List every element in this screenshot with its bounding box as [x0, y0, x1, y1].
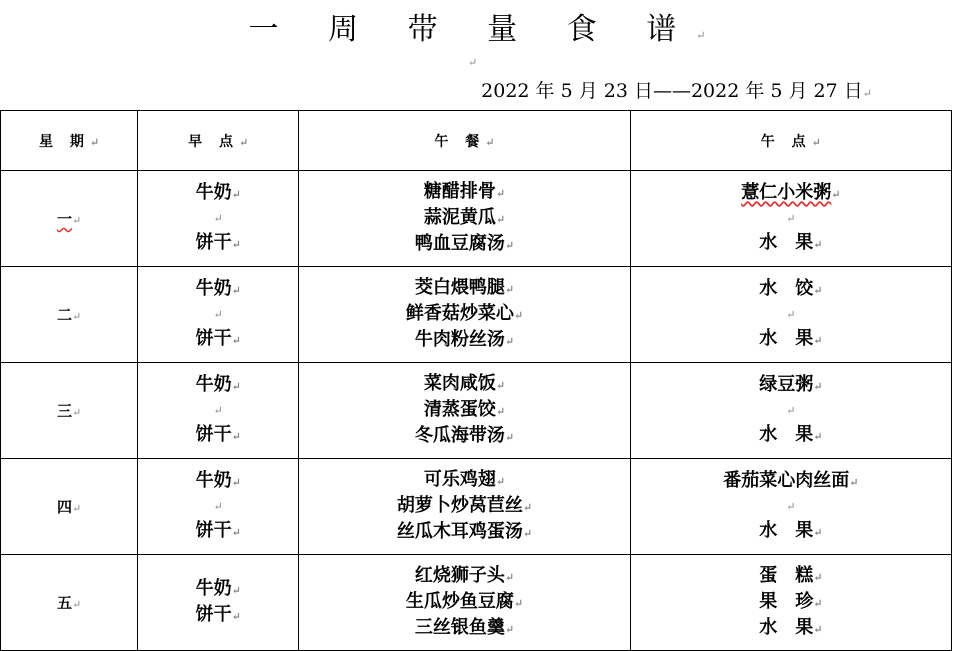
lunch-item [299, 180, 629, 206]
paragraph-mark: ↵ [71, 502, 82, 515]
table-row [1, 171, 952, 267]
breakfast-item [138, 469, 298, 495]
menu-item-text: 牛奶 [195, 373, 232, 395]
menu-table [0, 110, 952, 651]
paragraph-mark: ↵ [813, 283, 823, 297]
menu-body [1, 171, 952, 651]
empty-line: ↵ [786, 499, 796, 513]
day-label: 四 [56, 498, 72, 516]
paragraph-mark: ↵ [813, 379, 823, 393]
paragraph-mark: ↵ [495, 186, 506, 200]
lunch-item [299, 494, 629, 520]
paragraph-mark: ↵ [231, 187, 241, 201]
paragraph-mark: ↵ [468, 56, 478, 69]
breakfast-item [138, 577, 298, 603]
snack-cell [630, 459, 951, 555]
menu-item-text: 糖醋排骨 [423, 180, 496, 202]
paragraph-mark: ↵ [813, 525, 823, 539]
menu-item-text: 三丝银鱼羹 [414, 616, 505, 638]
paragraph-mark: ↵ [504, 570, 515, 584]
lunch-cell [299, 171, 630, 267]
paragraph-mark: ↵ [813, 622, 823, 636]
page-title [0, 4, 954, 48]
menu-item-text: 鸭血豆腐汤 [414, 232, 505, 254]
paragraph-mark: ↵ [231, 609, 241, 623]
lunch-item [299, 372, 629, 398]
menu-item-text: 牛奶 [195, 469, 232, 491]
snack-item [631, 423, 951, 449]
lunch-item [299, 564, 629, 590]
breakfast-cell [138, 363, 299, 459]
menu-item-text: 牛肉粉丝汤 [414, 328, 505, 350]
breakfast-item [138, 423, 298, 449]
paragraph-mark: ↵ [71, 406, 82, 419]
paragraph-mark: ↵ [71, 310, 82, 323]
paragraph-mark: ↵ [231, 429, 241, 443]
lunch-item [299, 276, 629, 302]
menu-item-text: 饼干 [195, 603, 232, 625]
table-row [1, 459, 952, 555]
day-cell [1, 171, 138, 267]
paragraph-mark: ↵ [231, 583, 241, 597]
paragraph-mark: ↵ [513, 596, 524, 610]
date-range [481, 76, 872, 103]
breakfast-item [138, 327, 298, 353]
lunch-item [299, 520, 629, 546]
paragraph-mark: ↵ [504, 334, 515, 348]
paragraph-mark: ↵ [696, 29, 706, 42]
empty-line: ↵ [786, 307, 796, 321]
snack-item [631, 231, 951, 257]
empty-line: ↵ [786, 211, 796, 225]
menu-item-text: 鲜香菇炒菜心 [405, 302, 514, 324]
paragraph-mark: ↵ [231, 475, 241, 489]
menu-item-text: 饼干 [195, 423, 232, 445]
paragraph-mark: ↵ [71, 598, 82, 611]
lunch-cell [299, 459, 630, 555]
snack-cell [630, 267, 951, 363]
empty-line: ↵ [213, 403, 223, 417]
menu-item-text: 水 饺 [759, 277, 814, 299]
paragraph-mark: ↵ [504, 430, 515, 444]
paragraph-mark: ↵ [231, 525, 241, 539]
menu-item-text: 牛奶 [195, 577, 232, 599]
menu-item-text: 番茄菜心肉丝面 [723, 469, 850, 491]
day-cell [1, 459, 138, 555]
breakfast-item [138, 231, 298, 257]
lunch-item [299, 468, 629, 494]
menu-item-text: 茭白煨鸭腿 [414, 276, 505, 298]
menu-item-text: 生瓜炒鱼豆腐 [405, 590, 514, 612]
paragraph-mark: ↵ [495, 378, 506, 392]
empty-line: ↵ [213, 499, 223, 513]
paragraph-mark: ↵ [831, 187, 841, 201]
day-cell [1, 363, 138, 459]
paragraph-mark: ↵ [495, 404, 506, 418]
title-text: 一 周 带 量 食 谱 [248, 12, 697, 47]
menu-item-text: 菜肉咸饭 [423, 372, 496, 394]
header-row [1, 111, 952, 171]
breakfast-item [138, 277, 298, 303]
snack-item [631, 564, 951, 590]
menu-item-text: 可乐鸡翅 [423, 468, 496, 490]
menu-item-text: 冬瓜海带汤 [414, 424, 505, 446]
paragraph-mark: ↵ [504, 622, 515, 636]
lunch-item [299, 398, 629, 424]
menu-item-text: 丝瓜木耳鸡蛋汤 [396, 520, 523, 542]
snack-item [631, 616, 951, 642]
menu-item-text: 薏仁小米粥 [741, 181, 832, 203]
paragraph-mark: ↵ [862, 87, 872, 100]
date-range-text: 2022 年 5 月 23 日——2022 年 5 月 27 日 [481, 80, 863, 102]
empty-line: ↵ [786, 403, 796, 417]
day-label: 二 [56, 306, 72, 324]
snack-item [631, 519, 951, 545]
day-label: 一 [56, 210, 72, 228]
snack-item [631, 181, 951, 207]
paragraph-mark: ↵ [813, 596, 823, 610]
header-lunch: 午 餐↵ [299, 111, 630, 171]
table-row [1, 555, 952, 651]
breakfast-item [138, 519, 298, 545]
paragraph-mark: ↵ [495, 474, 506, 488]
snack-item [631, 590, 951, 616]
lunch-item [299, 232, 629, 258]
table-row [1, 363, 952, 459]
snack-cell [630, 171, 951, 267]
paragraph-mark: ↵ [522, 500, 533, 514]
lunch-item [299, 302, 629, 328]
empty-line: ↵ [213, 211, 223, 225]
snack-item [631, 373, 951, 399]
paragraph-mark: ↵ [504, 238, 515, 252]
breakfast-cell [138, 267, 299, 363]
empty-line: ↵ [213, 307, 223, 321]
lunch-item [299, 590, 629, 616]
paragraph-mark: ↵ [813, 333, 823, 347]
breakfast-cell [138, 171, 299, 267]
day-cell [1, 267, 138, 363]
header-snack: 午 点↵ [630, 111, 951, 171]
lunch-cell [299, 363, 630, 459]
paragraph-mark: ↵ [513, 308, 524, 322]
paragraph-mark: ↵ [813, 237, 823, 251]
paragraph-mark: ↵ [849, 475, 859, 489]
snack-item [631, 277, 951, 303]
menu-item-text: 红烧狮子头 [414, 564, 505, 586]
menu-item-text: 绿豆粥 [759, 373, 814, 395]
paragraph-mark: ↵ [813, 429, 823, 443]
lunch-cell [299, 555, 630, 651]
snack-cell [630, 363, 951, 459]
paragraph-mark: ↵ [231, 237, 241, 251]
breakfast-cell [138, 459, 299, 555]
day-label: 五 [56, 594, 72, 612]
paragraph-mark: ↵ [71, 214, 82, 227]
day-cell [1, 555, 138, 651]
menu-item-text: 饼干 [195, 327, 232, 349]
lunch-item [299, 206, 629, 232]
lunch-item [299, 328, 629, 354]
breakfast-cell [138, 555, 299, 651]
header-day: 星 期↵ [1, 111, 138, 171]
header-breakfast: 早 点↵ [138, 111, 299, 171]
lunch-item [299, 616, 629, 642]
menu-item-text: 水 果 [759, 231, 814, 253]
menu-item-text: 蛋 糕 [759, 564, 814, 586]
paragraph-mark: ↵ [504, 282, 515, 296]
menu-item-text: 清蒸蛋饺 [423, 398, 496, 420]
breakfast-item [138, 181, 298, 207]
menu-item-text: 蒜泥黄瓜 [423, 206, 496, 228]
menu-item-text: 牛奶 [195, 277, 232, 299]
lunch-item [299, 424, 629, 450]
breakfast-item [138, 373, 298, 399]
menu-item-text: 胡萝卜炒莴苣丝 [396, 494, 523, 516]
snack-item [631, 469, 951, 495]
menu-item-text: 饼干 [195, 519, 232, 541]
paragraph-mark: ↵ [522, 526, 533, 540]
menu-item-text: 水 果 [759, 423, 814, 445]
menu-item-text: 牛奶 [195, 181, 232, 203]
day-label: 三 [56, 402, 72, 420]
paragraph-mark: ↵ [495, 212, 506, 226]
breakfast-item [138, 603, 298, 629]
paragraph-mark: ↵ [231, 333, 241, 347]
menu-item-text: 果 珍 [759, 590, 814, 612]
menu-item-text: 饼干 [195, 231, 232, 253]
table-row [1, 267, 952, 363]
snack-item [631, 327, 951, 353]
snack-cell [630, 555, 951, 651]
paragraph-mark: ↵ [813, 570, 823, 584]
paragraph-mark: ↵ [231, 283, 241, 297]
menu-item-text: 水 果 [759, 519, 814, 541]
menu-item-text: 水 果 [759, 327, 814, 349]
menu-item-text: 水 果 [759, 616, 814, 638]
paragraph-mark: ↵ [231, 379, 241, 393]
lunch-cell [299, 267, 630, 363]
